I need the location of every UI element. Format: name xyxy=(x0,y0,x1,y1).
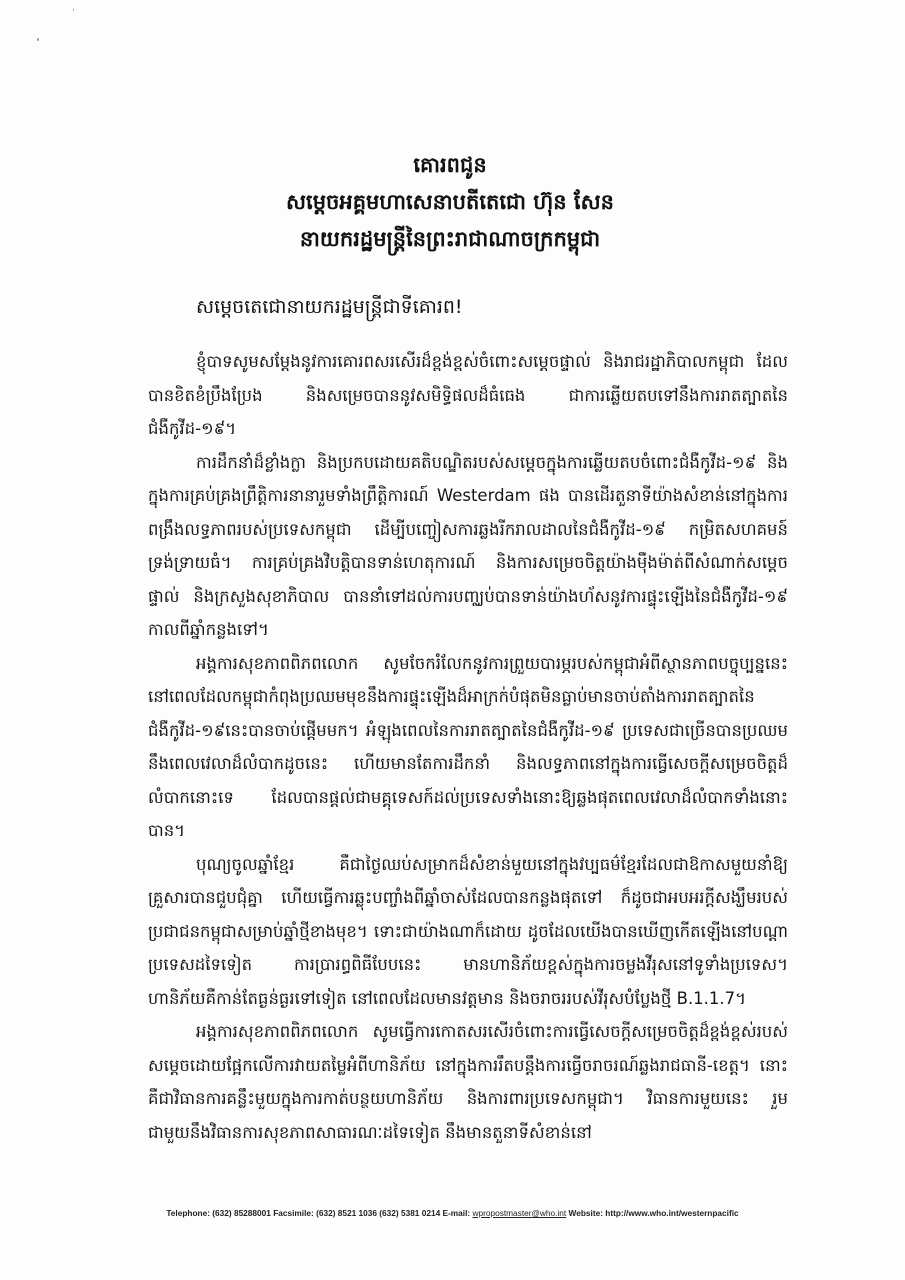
scan-speck xyxy=(73,9,74,11)
telephone-number: (632) 85288001 xyxy=(212,1208,271,1218)
website-link[interactable]: http://www.who.int/westernpacific xyxy=(605,1208,739,1218)
email-label: E-mail: xyxy=(442,1208,471,1218)
paragraph: អង្គការសុខភាពពិភពលោក សូមចែករំលែកនូវការព្រួយបារម្ភរបស់កម្ពុជាអំពីស្ថានភាពបច្ចុប្បន្ននេះ នៅពេលដែលកម្ពុជាកំពុងប្រឈមមុខនឹងការផ្ទុះឡើងដ៏អាក្រក់បំផុតមិនធ្លាប់មានចាប់តាំងការរាតត្បាតនៃជំងឺកូវីដ-១៩នេះបានចាប់ផ្តើមមក។ អំឡុងពេលនៃការរាតត្បាតនៃជំងឺកូវីដ-១៩ ប្រទេសជាច្រើនបានប្រឈមនឹងពេលវេលាដ៏លំបាកដូចនេះ ហើយមានតែការដឹកនាំ និងលទ្ធភាពនៅក្នុងការធ្វើសេចក្តីសម្រេចចិត្តដ៏លំបាកនោះទេ ដែលបានផ្តល់ជាមគ្គុទេសក៍ដល់ប្រទេសទាំងនោះឱ្យឆ្លងផុតពេលវេលាដ៏លំបាកទាំងនោះបាន។ xyxy=(148,653,788,840)
paragraph: បុណ្យចូលឆ្នាំខ្មែរ គឺជាថ្ងៃឈប់សម្រាកដ៏សំខាន់មួយនៅក្នុងវប្បធម៌ខ្មែរដែលជាឱកាសមួយនាំឱ្យគ្រួសារបានជួបជុំគ្នា ហើយធ្វើការឆ្លុះបញ្ចាំងពីឆ្នាំចាស់ដែលបានកន្លងផុតទៅ ក៏ដូចជាអបអរក្តីសង្ឃឹមរបស់ប្រជាជនកម្ពុជាសម្រាប់ឆ្នាំថ្មីខាងមុខ។ ទោះជាយ៉ាងណាក៏ដោយ ដូចដែលយើងបានឃើញកើតឡើងនៅបណ្តាប្រទេសដទៃទៀត ការប្រារព្ធពិធីបែបនេះ មានហានិភ័យខ្ពស់ក្នុងការចម្លងវីរុសនៅទូទាំងប្រទេស។ ហានិភ័យគឺកាន់តែធ្ងន់ធ្ងរទៅទៀត នៅពេលដែលមានវត្តមាន និងចរាចររបស់វីរុសបំប្លែងថ្មី B.1.1.7។ xyxy=(148,854,788,1008)
addressee-line: គោរពជូន xyxy=(413,152,487,177)
email-link[interactable]: wpropostmaster@who.int xyxy=(472,1208,567,1218)
letter-header xyxy=(100,146,800,257)
letter-body xyxy=(148,345,788,1149)
facsimile-label: Facsimile: xyxy=(273,1208,314,1218)
paragraph: ការដឹកនាំដ៏ខ្លាំងក្លា និងប្រកបដោយគតិបណ្ឌិតរបស់សម្តេចក្នុងការឆ្លើយតបចំពោះជំងឺកូវីដ-១៩ និងក្នុងការគ្រប់គ្រងព្រឹត្តិការនានារួមទាំងព្រឹត្តិការណ៍ Westerdam ផង បានដើរតួនាទីយ៉ាងសំខាន់នៅក្នុងការពង្រឹងលទ្ធភាពរបស់ប្រទេសកម្ពុជា ដើម្បីបញ្ចៀសការឆ្លងរីករាលដាលនៃជំងឺកូវីដ-១៩ កម្រិតសហគមន៍ទ្រង់ទ្រាយធំ។ ការគ្រប់គ្រងវិបត្តិបានទាន់ហេតុការណ៍ និងការសម្រេចចិត្តយ៉ាងម៉ឺងម៉ាត់ពីសំណាក់សម្តេចផ្ទាល់ និងក្រសួងសុខាភិបាល បាននាំទៅដល់ការបញ្ឈប់បានទាន់យ៉ាងហ័សនូវការផ្ទុះឡើងនៃជំងឺកូវីដ-១៩ កាលពីឆ្នាំកន្លងទៅ។ xyxy=(148,452,788,639)
facsimile-number: (632) 8521 1036 (632) 5381 0214 xyxy=(316,1208,441,1218)
addressee-title: នាយករដ្ឋមន្ត្រីនៃព្រះរាជាណាចក្រកម្ពុជា xyxy=(299,226,601,251)
telephone-label: Telephone: xyxy=(166,1208,210,1218)
paragraph: ខ្ញុំបាទសូមសម្តែងនូវការគោរពសរសើរដ៏ខ្ពង់ខ្ពស់ចំពោះសម្តេចផ្ទាល់ និងរាជរដ្ឋាភិបាលកម្ពុជា ដែលបានខិតខំប្រឹងប្រែង និងសម្រេចបាននូវសមិទ្ធិផលដ៏ធំធេង ជាការឆ្លើយតបទៅនឹងការរាតត្បាតនៃជំងឺកូវីដ-១៩។ xyxy=(148,352,788,438)
salutation: សម្តេចតេជោនាយករដ្ឋមន្ត្រីជាទីគោរព! xyxy=(196,296,463,318)
website-label: Website: xyxy=(568,1208,603,1218)
scan-speck xyxy=(37,38,39,41)
addressee-name: សម្តេចអគ្គមហាសេនាបតីតេជោ ហ៊ុន សែន xyxy=(286,189,614,214)
paragraph: អង្គការសុខភាពពិភពលោក សូមធ្វើការកោតសរសើរចំពោះការធ្វើសេចក្តីសម្រេចចិត្តដ៏ខ្ពង់ខ្ពស់របស់សម្តេចដោយផ្អែកលើការវាយតម្លៃអំពីហានិភ័យ នៅក្នុងការរឹតបន្តឹងការធ្វើចរាចរណ៍ឆ្លងរាជធានី-ខេត្ត។ នោះគឺជាវិធានការគន្លឹះមួយក្នុងការកាត់បន្ថយហានិភ័យ និងការពារប្រទេសកម្ពុជា។ វិធានការមួយនេះ រួមជាមួយនឹងវិធានការសុខភាពសាធារណៈដទៃទៀត នឹងមានតួនាទីសំខាន់នៅ xyxy=(148,1022,788,1142)
letterhead-footer xyxy=(100,1208,805,1218)
